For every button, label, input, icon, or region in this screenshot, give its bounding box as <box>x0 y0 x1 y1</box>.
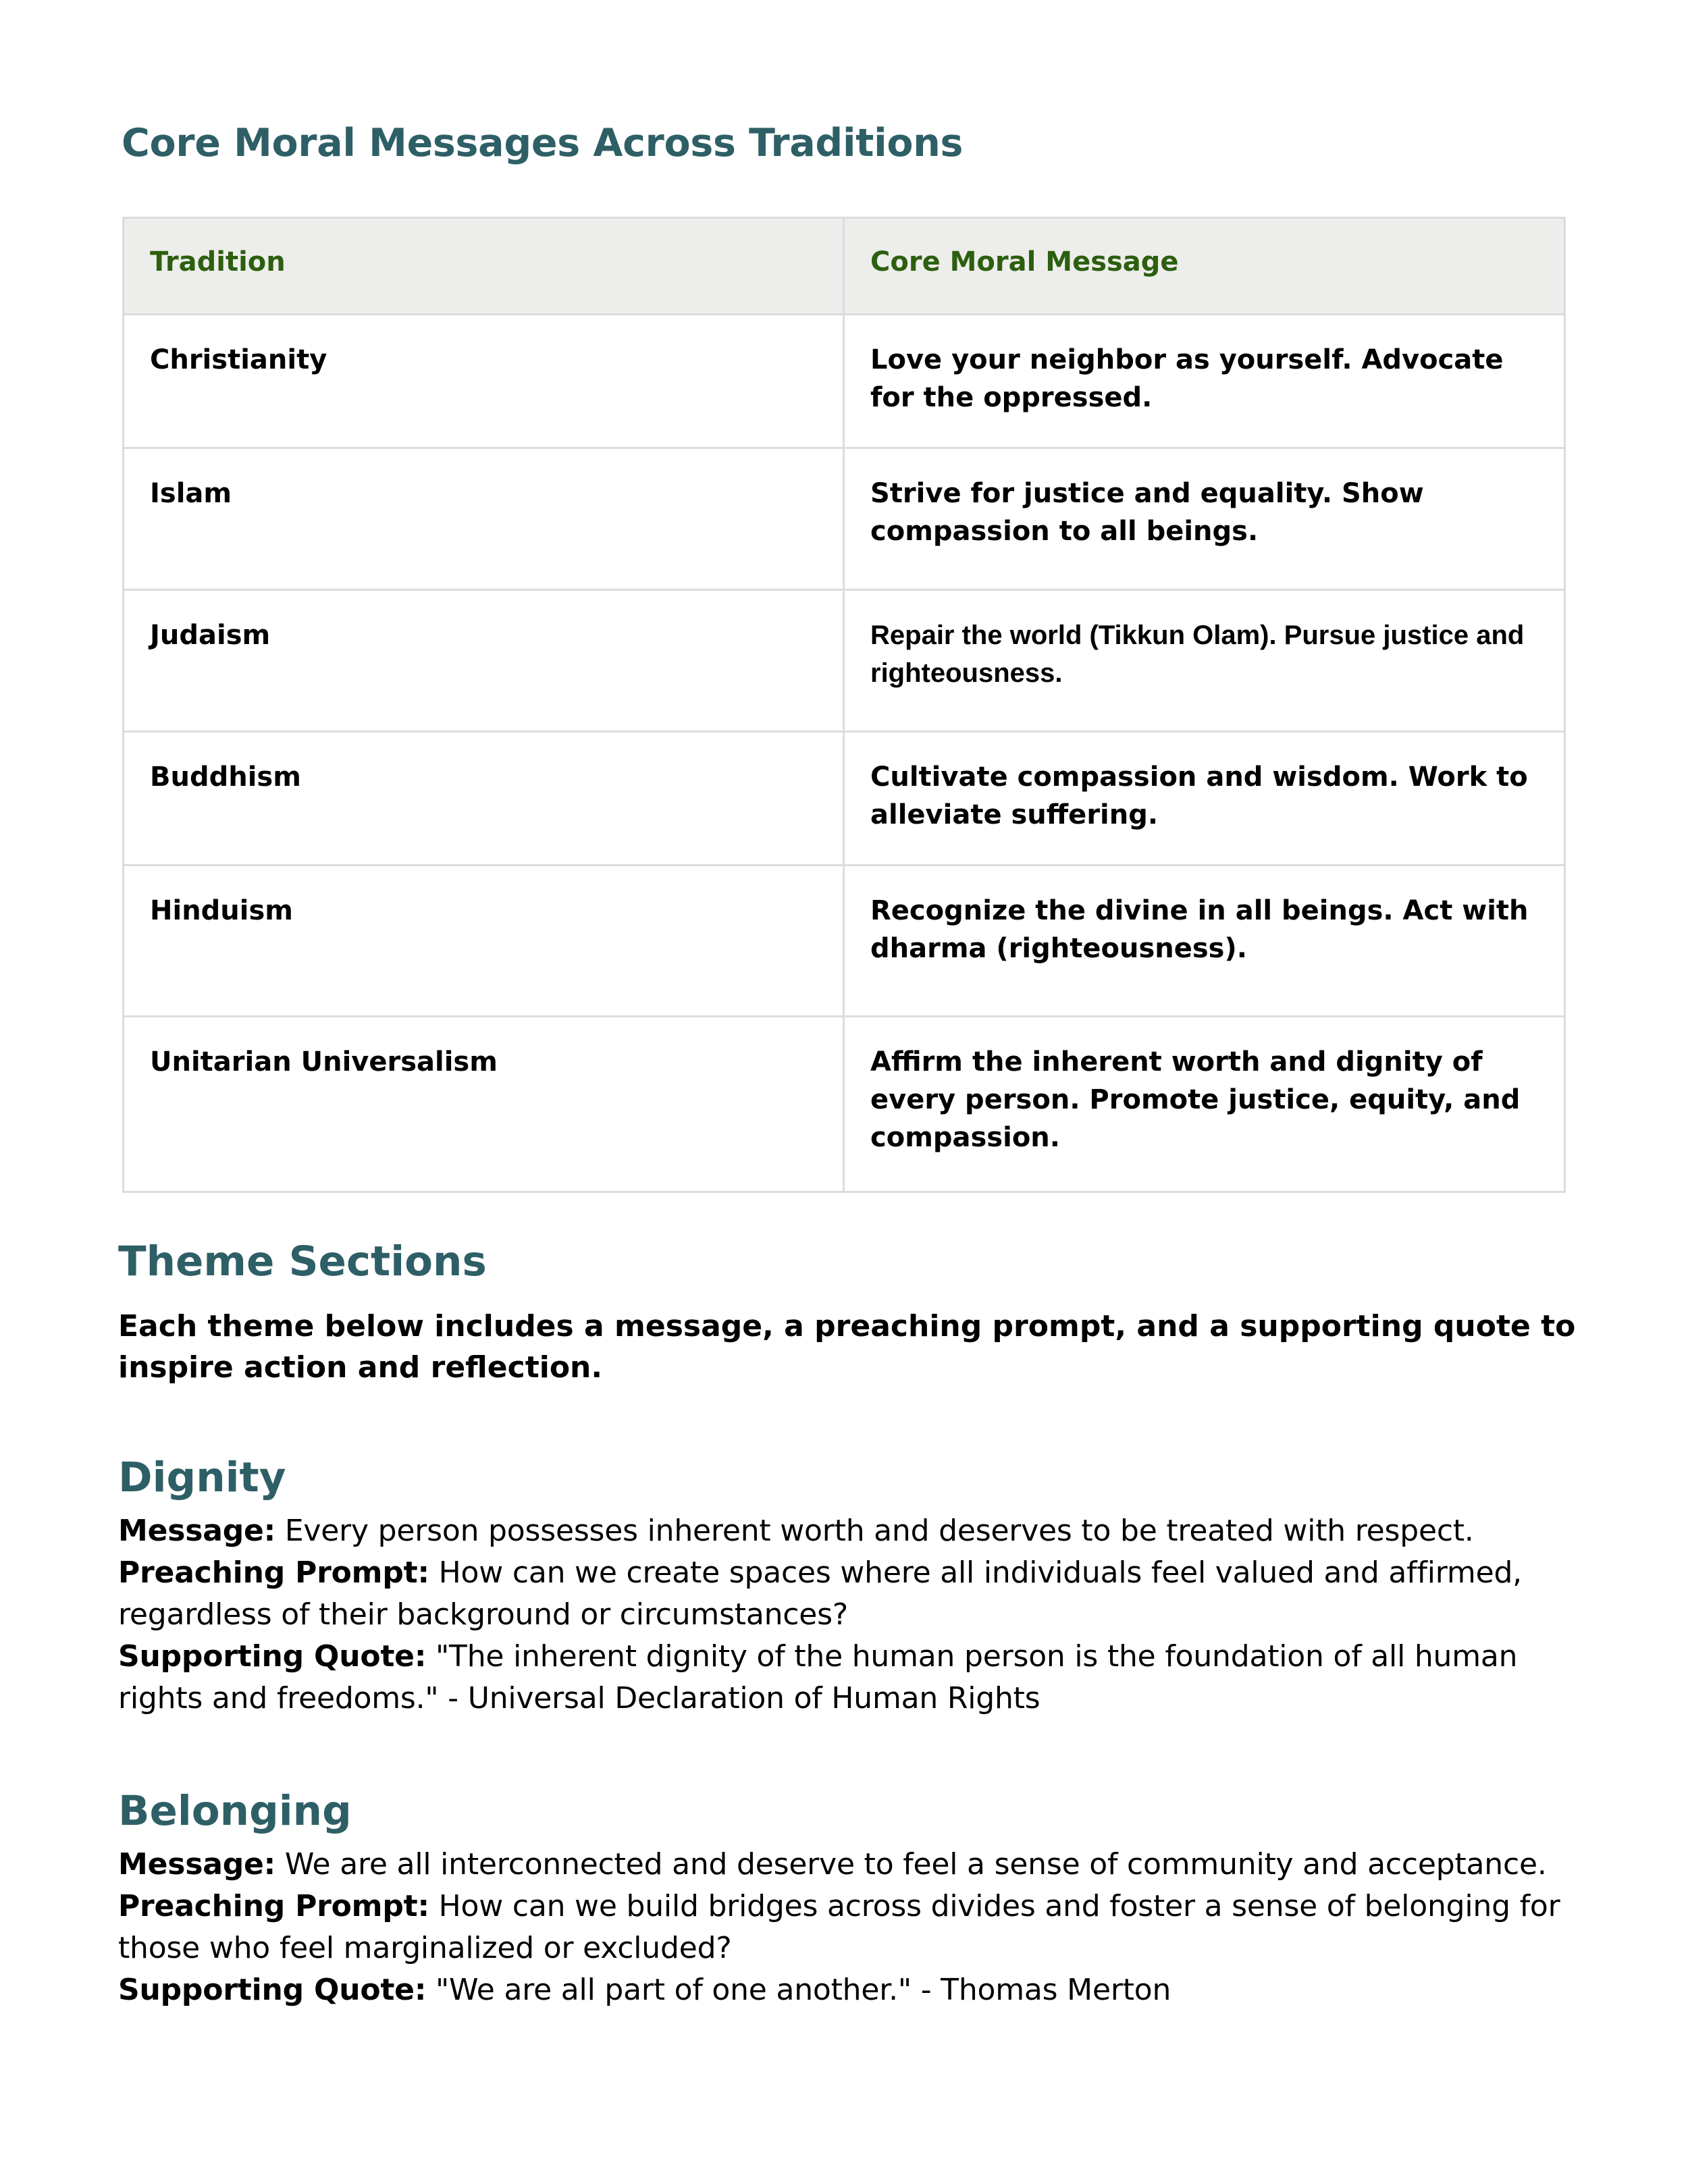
message-text: Every person possesses inherent worth and deserves to be treated with respect. <box>284 1514 1474 1549</box>
theme-heading: Dignity <box>118 1454 286 1501</box>
quote-label: Supporting Quote: <box>118 1973 427 2008</box>
theme-body <box>118 1510 1583 1720</box>
table-row <box>124 590 1565 732</box>
quote-label: Supporting Quote: <box>118 1639 427 1674</box>
theme-belonging <box>118 1786 1583 2011</box>
table-header-row <box>124 218 1565 315</box>
message-label: Message: <box>118 1847 276 1882</box>
tradition-cell: Hinduism <box>124 865 844 1017</box>
page-title: Core Moral Messages Across Traditions <box>122 121 964 165</box>
column-header-message: Core Moral Message <box>844 218 1565 315</box>
message-cell: Love your neighbor as yourself. Advocate for the oppressed. <box>844 315 1565 448</box>
table-row <box>124 448 1565 590</box>
theme-sections-intro: Each theme below includes a message, a preaching prompt, and a supporting quote to inspire action and reflection. <box>118 1309 1576 1385</box>
tradition-cell: Christianity <box>124 315 844 448</box>
tradition-cell: Unitarian Universalism <box>124 1017 844 1192</box>
theme-heading: Belonging <box>118 1787 352 1835</box>
quote-text: "We are all part of one another." - Thomas Merton <box>436 1973 1171 2008</box>
traditions-table <box>122 217 1566 1193</box>
message-cell: Recognize the divine in all beings. Act with dharma (righteousness). <box>844 865 1565 1017</box>
table-row <box>124 1017 1565 1192</box>
tradition-cell: Judaism <box>124 590 844 732</box>
theme-sections-heading: Theme Sections <box>118 1237 487 1285</box>
table-row <box>124 865 1565 1017</box>
prompt-text: How can we create spaces where all individuals feel valued and affirmed, regardless of their background or circumstances? <box>118 1555 1522 1632</box>
prompt-label: Preaching Prompt: <box>118 1555 429 1591</box>
tradition-cell: Islam <box>124 448 844 590</box>
message-text: We are all interconnected and deserve to feel a sense of community and acceptance. <box>284 1847 1547 1882</box>
prompt-label: Preaching Prompt: <box>118 1889 429 1924</box>
prompt-text: How can we build bridges across divides and foster a sense of belonging for those who feel marginalized or excluded? <box>118 1889 1560 1966</box>
message-cell: Strive for justice and equality. Show compassion to all beings. <box>844 448 1565 590</box>
message-cell: Cultivate compassion and wisdom. Work to alleviate suffering. <box>844 732 1565 865</box>
table-row <box>124 732 1565 865</box>
message-label: Message: <box>118 1514 276 1549</box>
theme-dignity <box>118 1453 1583 1720</box>
column-header-tradition: Tradition <box>124 218 844 315</box>
message-cell: Affirm the inherent worth and dignity of every person. Promote justice, equity, and compassion. <box>844 1017 1565 1192</box>
message-cell: Repair the world (Tikkun Olam). Pursue justice and righteousness. <box>844 590 1565 732</box>
quote-text: "The inherent dignity of the human person is the foundation of all human rights and freedoms." - Universal Declaration of Human Rights <box>118 1639 1518 1716</box>
theme-body <box>118 1844 1583 2011</box>
tradition-cell: Buddhism <box>124 732 844 865</box>
table-row <box>124 315 1565 448</box>
